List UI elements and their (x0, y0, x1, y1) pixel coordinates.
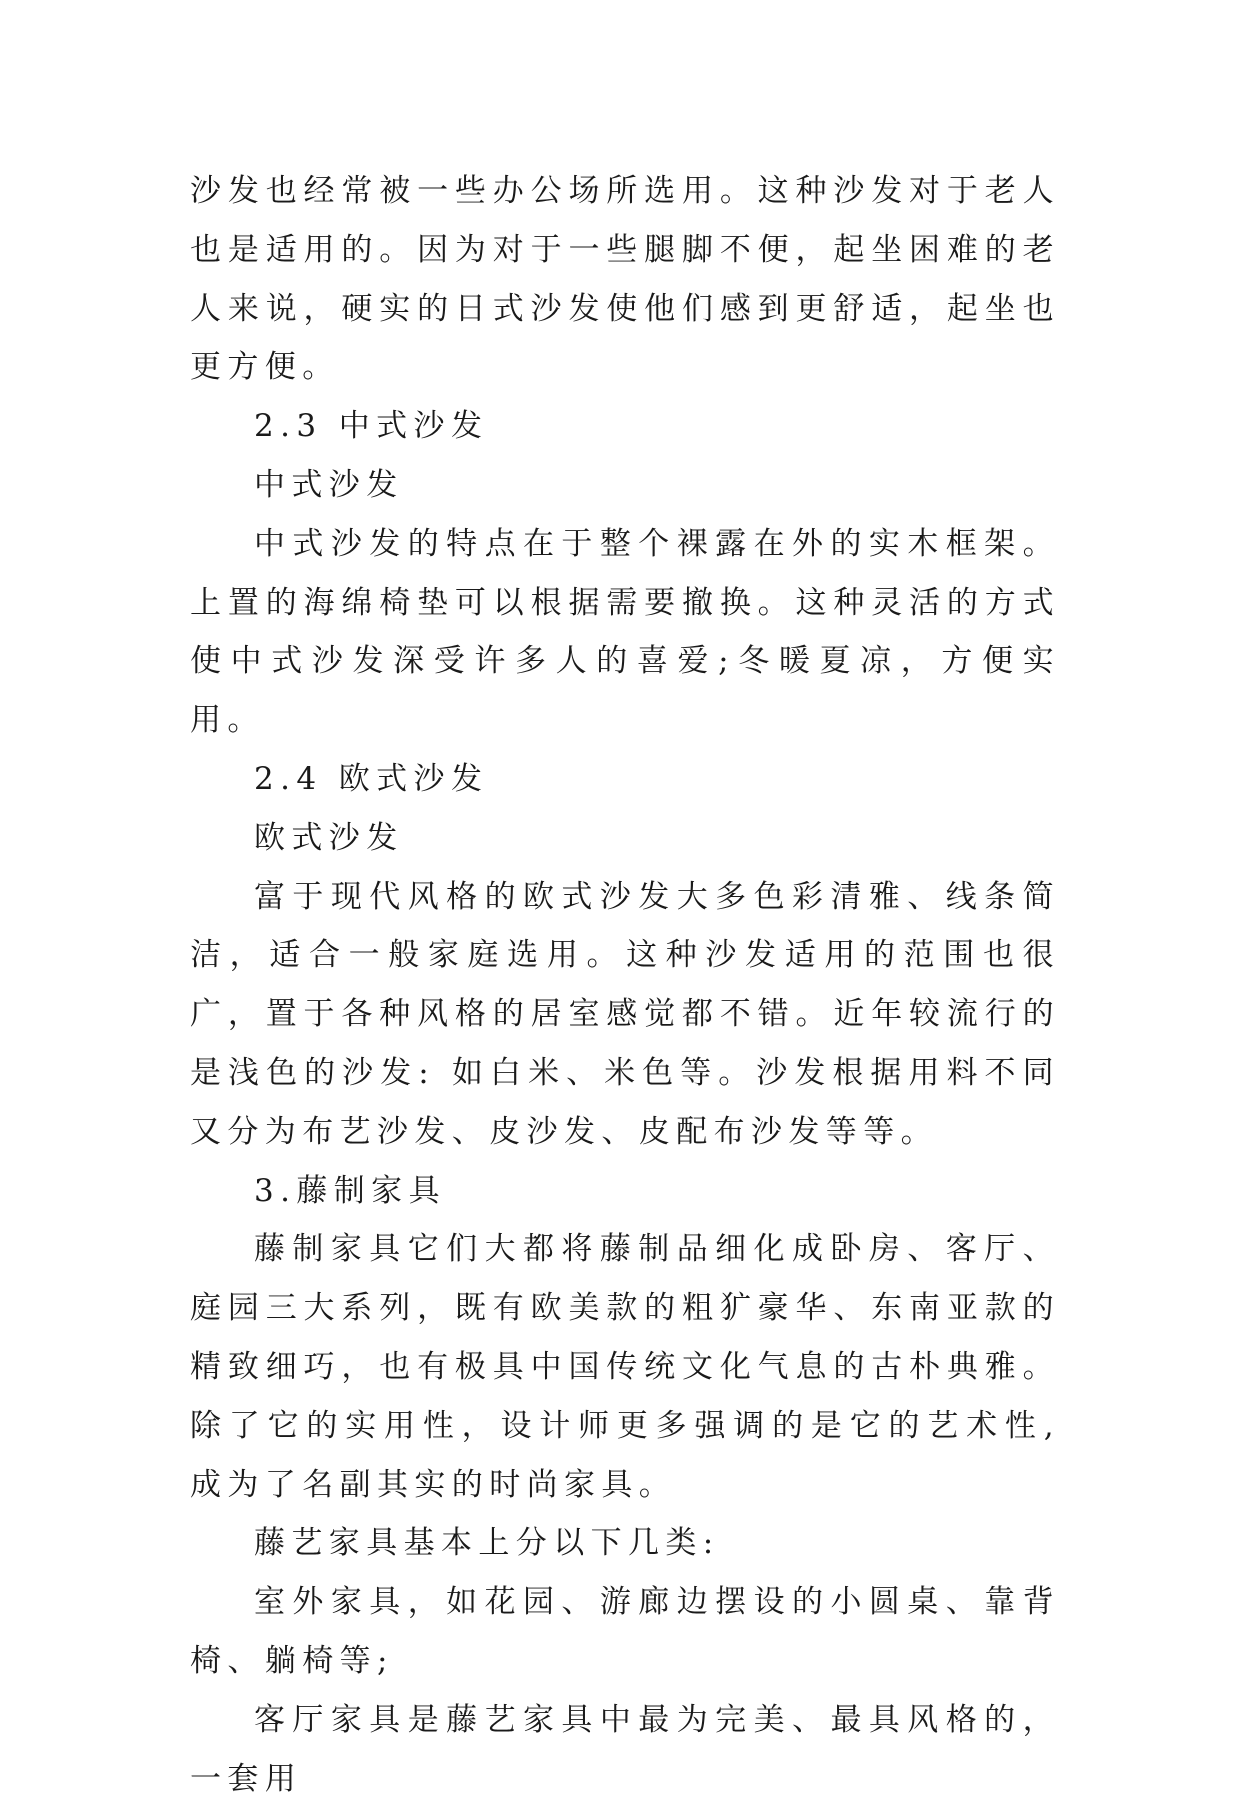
paragraph-rattan-categories-intro: 藤艺家具基本上分以下几类: (254, 1525, 720, 1562)
subheading-chinese-sofa: 中式沙发 (254, 466, 404, 503)
paragraph-chinese-sofa: 中式沙发的特点在于整个裸露在外的实木框架。上置的海绵椅垫可以根据需要撤换。这种灵活的方式使中式沙发深受许多人的喜爱;冬暖夏凉，方便实用。 (190, 525, 1060, 739)
heading-2-3-chinese-sofa: 2.3 中式沙发 (254, 408, 489, 445)
paragraph-european-sofa: 富于现代风格的欧式沙发大多色彩清雅、线条简洁，适合一般家庭选用。这种沙发适用的范围也很广，置于各种风格的居室感觉都不错。近年较流行的是浅色的沙发: 如白米、米色等。沙发根据用料不同又分为布艺沙发、皮沙发、皮配布沙发等等。 (190, 878, 1060, 1150)
document-body (190, 162, 1060, 1808)
paragraph-japanese-sofa-continued: 沙发也经常被一些办公场所选用。这种沙发对于老人也是适用的。因为对于一些腿脚不便，起坐困难的老人来说，硬实的日式沙发使他们感到更舒适，起坐也更方便。 (190, 173, 1060, 386)
subheading-european-sofa: 欧式沙发 (254, 819, 404, 856)
paragraph-rattan-furniture: 藤制家具它们大都将藤制品细化成卧房、客厅、庭园三大系列，既有欧美款的粗犷豪华、东南亚款的精致细巧，也有极具中国传统文化气息的古朴典雅。除了它的实用性，设计师更多强调的是它的艺术性,成为了名副其实的时尚家具。 (190, 1231, 1060, 1503)
heading-3-rattan-furniture: 3.藤制家具 (254, 1172, 446, 1209)
paragraph-outdoor-furniture: 室外家具，如花园、游廊边摆设的小圆桌、靠背椅、躺椅等; (190, 1584, 1060, 1679)
heading-2-4-european-sofa: 2.4 欧式沙发 (254, 760, 489, 797)
paragraph-living-room-furniture: 客厅家具是藤艺家具中最为完美、最具风格的，一套用 (190, 1701, 1060, 1797)
